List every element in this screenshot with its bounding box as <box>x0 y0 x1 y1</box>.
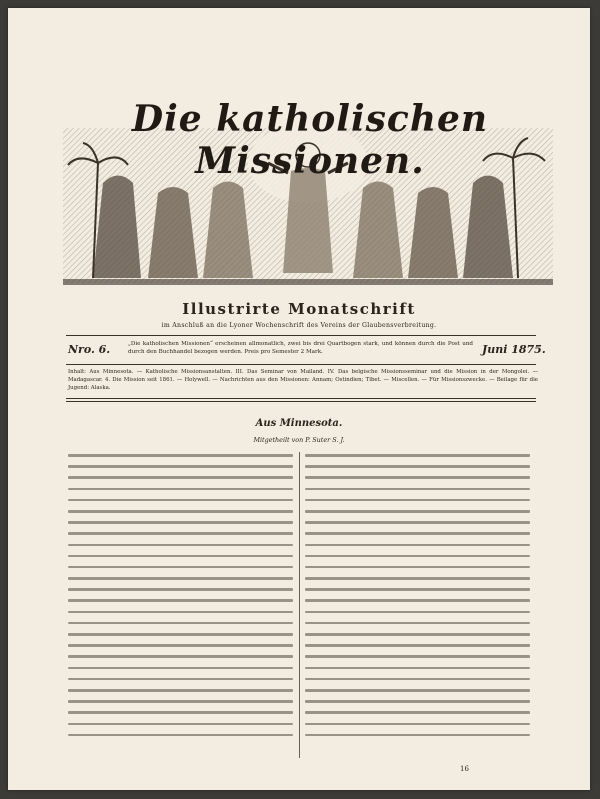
article-byline: Mitgetheilt von P. Suter S. J. <box>253 436 345 444</box>
masthead-subtitle: Illustrirte Monatschrift <box>182 300 416 318</box>
article-column-left <box>68 454 293 754</box>
masthead-title: Die katholischen Missionen. <box>131 98 489 182</box>
divider <box>66 401 536 402</box>
divider <box>66 398 536 399</box>
divider <box>66 335 536 336</box>
table-of-contents: Inhalt: Aus Minnesota. — Katholische Missionsanstalten. III. Das Seminar von Mailand. IV. Das belgische Missionsseminar und die Mission in der Mongolei. — Madagascar. 4. Die Mission seit 1861. — Holywell. — Nachrichten aus den Missionen: Annam; Ostindien; Tibet. — Miscellen. — Für Missionszwecke. — Beilage für die Jugend: Alaska. <box>68 369 538 391</box>
page-number: 16 <box>460 765 469 773</box>
article-title: Aus Minnesota. <box>255 418 343 429</box>
column-divider <box>299 452 300 758</box>
issue-date: Juni 1875. <box>482 343 546 356</box>
masthead-tagline: im Anschluß an die Lyoner Wochenschrift des Vereins der Glaubensverbreitung. <box>161 322 437 329</box>
issue-number: Nro. 6. <box>68 343 111 356</box>
article-column-right <box>305 454 530 754</box>
newspaper-page <box>8 8 590 790</box>
divider <box>66 364 536 365</box>
subscription-notice: „Die katholischen Missionen“ erscheinen allmonatlich, zwei bis drei Quartbogen stark, und können durch die Post und durch den Buchhandel bezogen werden. Preis pro Semester 2 Mark. <box>128 341 473 355</box>
